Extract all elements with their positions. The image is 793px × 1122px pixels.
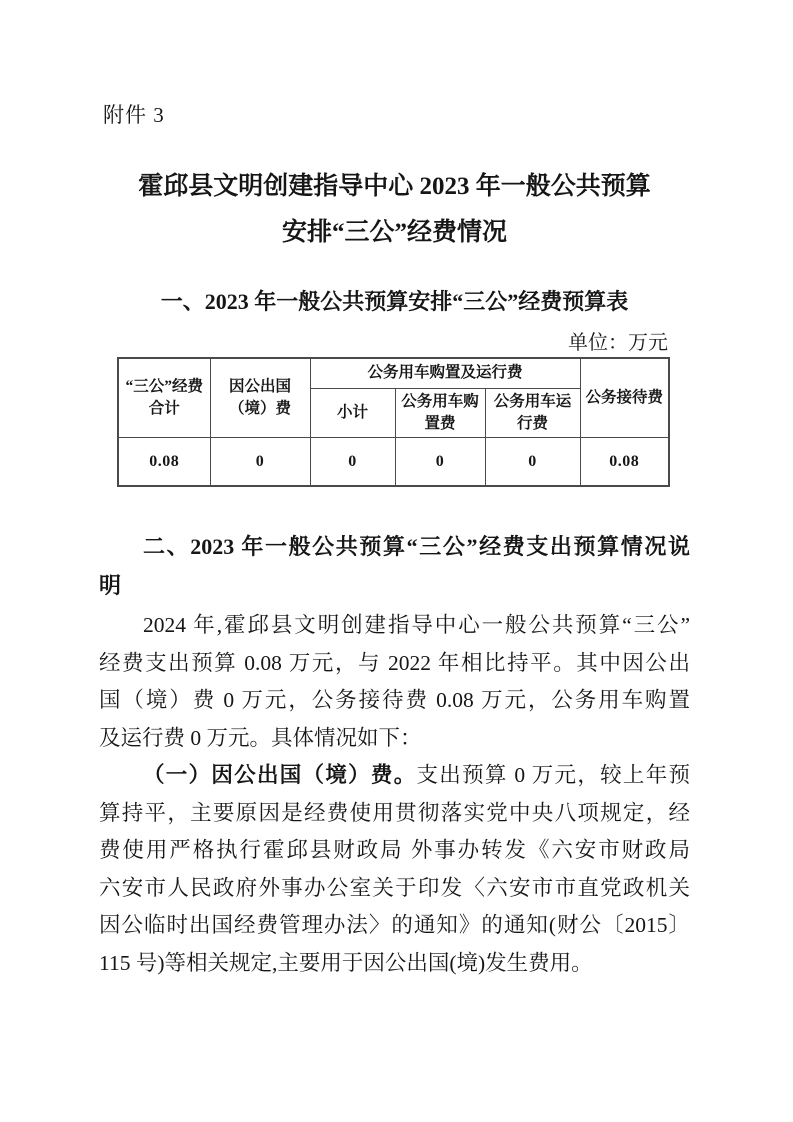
document-title-line-1: 霍邱县文明创建指导中心 2023 年一般公共预算 <box>138 173 651 200</box>
section-2-heading-line-1: 二、2023 年一般公共预算“三公”经费支出预算情况说 <box>143 534 690 559</box>
value-vehicle-subtotal: 0 <box>310 438 395 486</box>
unit-label: 单位：万元 <box>568 332 668 354</box>
paragraph-summary-line-2: 经费支出预算 0.08 万元，与 2022 年相比持平。其中因公出 <box>99 650 690 675</box>
header-total: “三公”经费合计 <box>118 358 210 438</box>
budget-table <box>117 357 670 487</box>
header-reception: 公务接待费 <box>580 358 669 438</box>
table-header-row-1 <box>118 358 669 388</box>
section-1-heading: 一、2023 年一般公共预算安排“三公”经费预算表 <box>160 289 629 314</box>
paragraph-abroad-detail <box>99 757 690 982</box>
header-abroad: 因公出国（境）费 <box>210 358 310 438</box>
document-title <box>99 164 690 256</box>
paragraph-abroad-line-6: 115 号)等相关规定,主要用于因公出国(境)发生费用。 <box>99 950 593 975</box>
paragraph-summary <box>99 607 690 757</box>
header-vehicle-subtotal: 小计 <box>310 388 395 438</box>
header-vehicle-operation: 公务用车运行费 <box>485 388 580 438</box>
document-title-line-2: 安排“三公”经费情况 <box>281 219 507 246</box>
paragraph-summary-line-3: 国（境）费 0 万元，公务接待费 0.08 万元，公务用车购置 <box>99 688 690 712</box>
header-vehicle-group: 公务用车购置及运行费 <box>310 358 580 388</box>
table-value-row <box>118 438 669 486</box>
paragraph-abroad-line-2: 算持平，主要原因是经费使用贯彻落实党中央八项规定，经 <box>99 800 690 825</box>
value-total: 0.08 <box>118 438 210 486</box>
header-vehicle-purchase: 公务用车购置费 <box>395 388 485 438</box>
paragraph-abroad-line-1 <box>99 757 690 795</box>
section-2-heading-line-2: 明 <box>99 573 122 598</box>
paragraph-abroad-lead-bold: （一）因公出国（境）费。 <box>143 763 417 787</box>
value-vehicle-purchase: 0 <box>395 438 485 486</box>
value-abroad: 0 <box>210 438 310 486</box>
paragraph-summary-line-4: 及运行费 0 万元。具体情况如下： <box>99 725 422 750</box>
value-reception: 0.08 <box>580 438 669 486</box>
attachment-label: 附件 3 <box>103 103 165 127</box>
value-vehicle-operation: 0 <box>485 438 580 486</box>
paragraph-summary-line-1: 2024 年,霍邱县文明创建指导中心一般公共预算“三公” <box>143 613 690 637</box>
section-2-heading <box>99 527 690 605</box>
paragraph-abroad-line-3: 费使用严格执行霍邱县财政局 外事办转发《六安市财政局 <box>99 838 690 862</box>
paragraph-abroad-line-4: 六安市人民政府外事办公室关于印发〈六安市市直党政机关 <box>99 875 690 900</box>
paragraph-abroad-line-1-rest: 支出预算 0 万元，较上年预 <box>416 763 690 787</box>
paragraph-abroad-line-5: 因公临时出国经费管理办法〉的通知》的通知(财公〔2015〕 <box>99 913 690 937</box>
